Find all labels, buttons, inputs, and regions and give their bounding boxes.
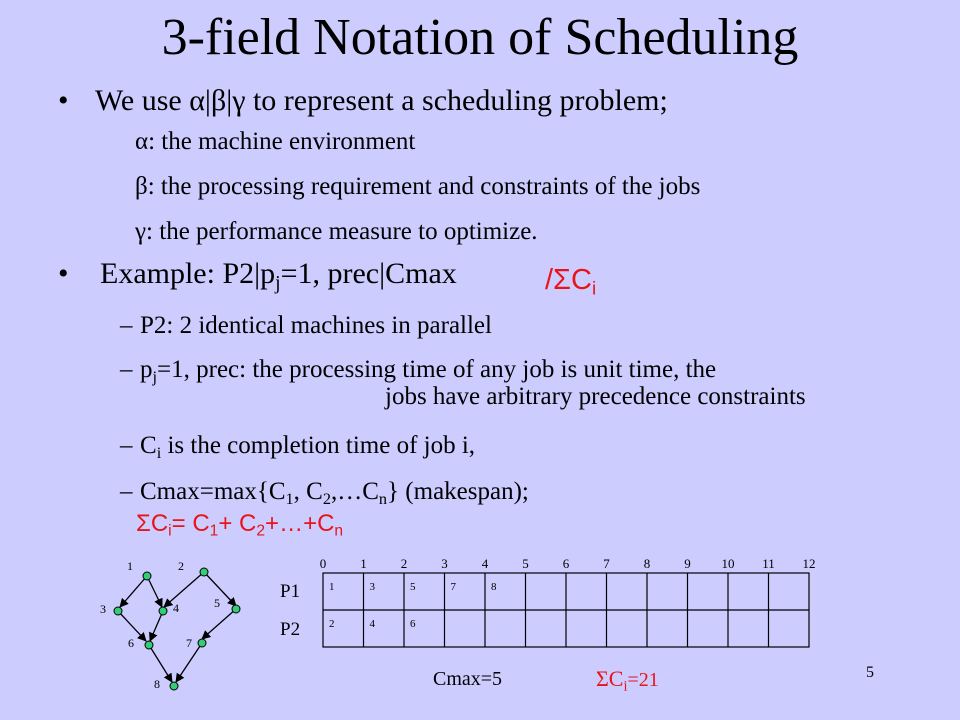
dash-glyph: – <box>120 356 133 383</box>
example-item-p2: P2: 2 identical machines in parallel <box>140 312 492 339</box>
bullet-glyph: • <box>58 84 69 117</box>
gantt-jobs <box>329 581 497 630</box>
gantt-tick-label: 8 <box>643 556 651 571</box>
dag-label-1: 1 <box>127 559 133 573</box>
dag-node-5 <box>232 605 240 613</box>
gantt-ticks <box>320 556 816 571</box>
dag-edges <box>118 572 236 682</box>
gantt-job-label: 2 <box>329 618 335 630</box>
result-sum-ci: $\Sigma C_i=21$ <box>596 666 659 695</box>
dag-node-1 <box>143 572 151 580</box>
gantt-tick-label: 4 <box>481 556 489 571</box>
example-item-pj-continued: jobs have arbitrary precedence constraints <box>385 383 806 410</box>
intro-item-alpha: α: the machine environment <box>135 128 416 155</box>
dag-label-4: 4 <box>173 601 179 615</box>
dag-node-7 <box>198 639 206 647</box>
precedence-graph <box>100 555 260 700</box>
gantt-tick-label: 3 <box>441 556 448 571</box>
intro-item-beta: β: the processing requirement and constraints of the jobs <box>135 173 701 200</box>
bullet-glyph: • <box>58 257 69 290</box>
dag-node-8 <box>170 682 178 690</box>
gantt-tick-label: 0 <box>319 556 327 571</box>
gantt-tick-label: 1 <box>360 556 367 571</box>
dag-label-6: 6 <box>128 636 134 650</box>
dag-edge-1-3 <box>120 576 147 607</box>
dag-node-2 <box>200 568 208 576</box>
example-item-ci: $C_i$ is the completion time of job i, <box>140 432 476 462</box>
gantt-tick-label: 9 <box>684 556 691 571</box>
dag-edge-2-4 <box>164 572 204 607</box>
dag-edge-1-4 <box>147 576 162 607</box>
intro-item-gamma: γ: the performance measure to optimize. <box>135 218 538 245</box>
gantt-tick-label: 11 <box>762 556 775 571</box>
dag-node-3 <box>114 607 122 615</box>
gantt-job-label: 1 <box>329 581 335 593</box>
dash-glyph: – <box>120 432 133 459</box>
page-title: 3-field Notation of Scheduling <box>161 9 799 66</box>
dag-edge-4-6 <box>150 611 163 641</box>
dag-label-8: 8 <box>154 677 160 691</box>
gantt-job-label: 7 <box>450 581 456 593</box>
example-item-pj: $p_j=1$, prec: the processing time of any job is unit time, the <box>140 356 717 386</box>
example-label: Example: $P2|p_j=1$, prec|Cmax <box>100 257 457 294</box>
dag-node-4 <box>159 607 167 615</box>
dag-nodes <box>114 568 240 690</box>
bullet-intro <box>58 84 69 118</box>
dag-node-6 <box>145 641 153 649</box>
gantt-job-label: 6 <box>410 618 416 630</box>
gantt-tick-label: 12 <box>802 556 816 571</box>
dag-label-2: 2 <box>178 559 184 573</box>
gantt-job-label: 3 <box>369 581 375 593</box>
gantt-job-label: 5 <box>410 581 416 593</box>
gantt-tick-label: 6 <box>562 556 570 571</box>
example-alt-objective: $/\Sigma C_i$ <box>545 264 597 299</box>
gantt-row-label-p2: P2 <box>280 619 301 640</box>
gantt-tick-label: 5 <box>522 556 529 571</box>
gantt-tick-label: 10 <box>721 556 735 571</box>
example-item-sum-ci: $\Sigma C_i= C_1+$ $C_2+\dots+C_n$ <box>136 510 344 540</box>
dag-edge-5-7 <box>202 609 236 639</box>
gantt-job-label: 4 <box>369 618 375 630</box>
gantt-job-label: 8 <box>491 581 497 593</box>
dag-label-5: 5 <box>214 596 220 610</box>
result-cmax: Cmax=5 <box>433 668 503 690</box>
gantt-tick-label: 2 <box>400 556 408 571</box>
intro-text: We use α|β|γ to represent a scheduling problem; <box>95 84 668 117</box>
dag-label-7: 7 <box>186 636 192 650</box>
dash-glyph: – <box>120 312 133 339</box>
gantt-chart <box>270 552 830 652</box>
gantt-row-label-p1: P1 <box>280 581 301 602</box>
dag-edge-6-8 <box>149 645 172 682</box>
example-item-cmax: $Cmax=\max\{C_1$, $C_2,\dots C_n$} (makespan); <box>140 478 529 508</box>
dag-label-3: 3 <box>100 602 106 616</box>
gantt-grid <box>323 573 809 647</box>
page-number: 5 <box>866 664 874 681</box>
dag-edge-2-5 <box>204 572 236 606</box>
gantt-tick-label: 7 <box>603 556 610 571</box>
dash-glyph: – <box>120 478 133 505</box>
